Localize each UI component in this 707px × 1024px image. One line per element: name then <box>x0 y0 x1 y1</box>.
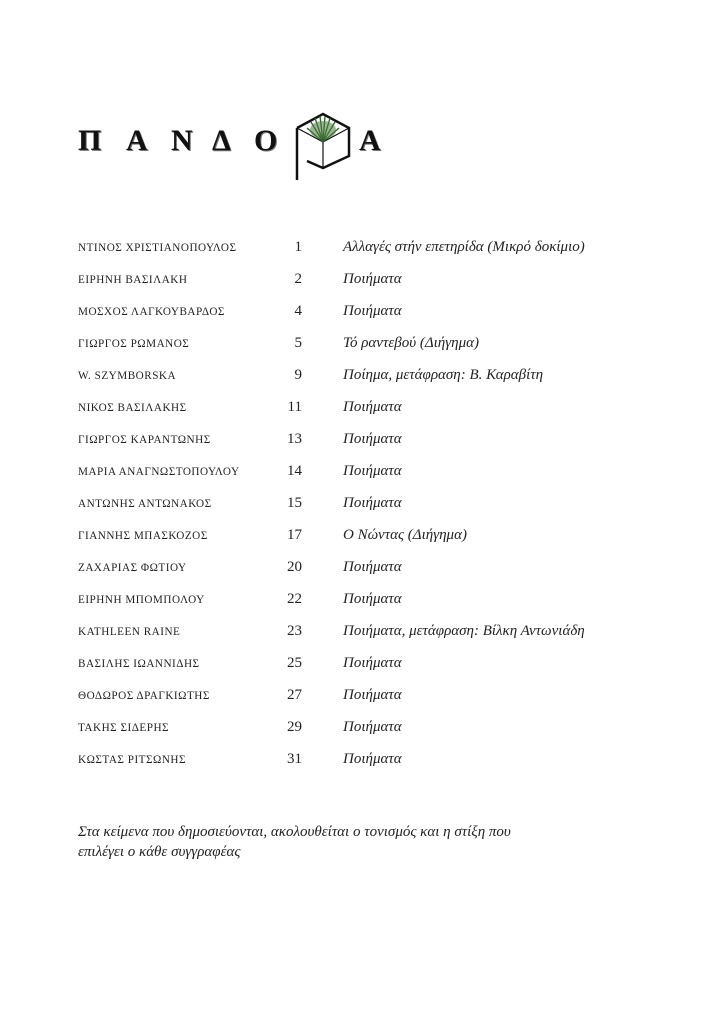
pandora-rho-logo <box>293 108 353 183</box>
toc-author: W. SZYMBORSKA <box>78 370 177 382</box>
toc-title: Ο Νώντας (Διήγημα) <box>343 527 467 543</box>
toc-row <box>78 716 658 740</box>
editorial-note-line-1: Στα κείμενα που δημοσιεύονται, ακολουθείται ο τονισμός και η στίξη που <box>78 824 511 840</box>
toc-page-number: 22 <box>287 591 302 607</box>
toc-author: ΝΙΚΟΣ ΒΑΣΙΛΑΚΗΣ <box>78 402 187 414</box>
toc-row <box>78 428 658 452</box>
masthead-letter-pi: Π <box>78 124 102 157</box>
toc-author: ΚΩΣΤΑΣ ΡΙΤΣΩΝΗΣ <box>78 754 187 766</box>
toc-page-number: 13 <box>287 431 302 447</box>
toc-title: Ποίημα, μετάφραση: Β. Καραβίτη <box>343 367 544 383</box>
toc-page-number: 11 <box>287 399 302 415</box>
toc-row <box>78 684 658 708</box>
toc-page-number: 14 <box>287 463 302 479</box>
toc-title: Αλλαγές στήν επετηρίδα (Μικρό δοκίμιο) <box>343 239 585 255</box>
masthead-letter-alpha-final: Α <box>359 124 381 157</box>
toc-title: Ποιήματα <box>343 655 402 671</box>
toc-title: Ποιήματα <box>343 303 402 319</box>
toc-title: Ποιήματα <box>343 751 402 767</box>
toc-author: ΕΙΡΗΝΗ ΜΠΟΜΠΟΛΟΥ <box>78 594 205 606</box>
toc-title: Ποιήματα, μετάφραση: Βίλκη Αντωνιάδη <box>343 623 585 639</box>
toc-row <box>78 588 658 612</box>
toc-row <box>78 556 658 580</box>
masthead-letter-delta: Δ <box>212 124 231 157</box>
toc-author: ΤΑΚΗΣ ΣΙΔΕΡΗΣ <box>78 722 170 734</box>
toc-title: Ποιήματα <box>343 431 402 447</box>
masthead-letter-nu: Ν <box>171 124 193 157</box>
toc-row <box>78 396 658 420</box>
toc-author: KATHLEEN RAINE <box>78 626 181 638</box>
toc-title: Ποιήματα <box>343 495 402 511</box>
toc-row <box>78 332 658 356</box>
toc-row <box>78 620 658 644</box>
toc-page-number: 31 <box>287 751 302 767</box>
toc-author: ΓΙΑΝΝΗΣ ΜΠΑΣΚΟΖΟΣ <box>78 530 208 542</box>
toc-row <box>78 236 658 260</box>
toc-title: Ποιήματα <box>343 463 402 479</box>
toc-author: ΘΟΔΩΡΟΣ ΔΡΑΓΚΙΩΤΗΣ <box>78 690 210 702</box>
toc-author: ΒΑΣΙΛΗΣ ΙΩΑΝΝΙΔΗΣ <box>78 658 200 670</box>
toc-row <box>78 300 658 324</box>
toc-page-number: 5 <box>294 335 302 351</box>
toc-author: ΖΑΧΑΡΙΑΣ ΦΩΤΙΟΥ <box>78 562 187 574</box>
toc-row <box>78 460 658 484</box>
masthead <box>78 108 398 183</box>
toc-title: Ποιήματα <box>343 271 402 287</box>
toc-page-number: 15 <box>287 495 302 511</box>
toc-author: ΑΝΤΩΝΗΣ ΑΝΤΩΝΑΚΟΣ <box>78 498 212 510</box>
toc-title: Τό ραντεβού (Διήγημα) <box>343 335 480 351</box>
toc-row <box>78 524 658 548</box>
toc-title: Ποιήματα <box>343 591 402 607</box>
toc-title: Ποιήματα <box>343 399 402 415</box>
toc-author: ΜΟΣΧΟΣ ΛΑΓΚΟΥΒΑΡΔΟΣ <box>78 306 225 318</box>
toc-author: ΓΙΩΡΓΟΣ ΚΑΡΑΝΤΩΝΗΣ <box>78 434 211 446</box>
toc-author: ΜΑΡΙΑ ΑΝΑΓΝΩΣΤΟΠΟΥΛΟΥ <box>78 466 240 478</box>
toc-row <box>78 748 658 772</box>
toc-page-number: 20 <box>287 559 302 575</box>
toc-title: Ποιήματα <box>343 559 402 575</box>
toc-row <box>78 364 658 388</box>
toc-author: ΝΤΙΝΟΣ ΧΡΙΣΤΙΑΝΟΠΟΥΛΟΣ <box>78 242 237 254</box>
toc-page-number: 27 <box>287 687 302 703</box>
editorial-note-line-2: επιλέγει ο κάθε συγγραφέας <box>78 844 241 860</box>
toc-title: Ποιήματα <box>343 719 402 735</box>
toc-row <box>78 652 658 676</box>
toc-page-number: 17 <box>287 527 302 543</box>
toc-author: ΓΙΩΡΓΟΣ ΡΩΜΑΝΟΣ <box>78 338 190 350</box>
toc-row <box>78 268 658 292</box>
toc-page-number: 9 <box>294 367 302 383</box>
toc-page-number: 23 <box>287 623 302 639</box>
masthead-letter-omicron: Ο <box>254 124 278 157</box>
toc-author: ΕΙΡΗΝΗ ΒΑΣΙΛΑΚΗ <box>78 274 188 286</box>
toc-page-number: 2 <box>294 271 302 287</box>
toc-row <box>78 492 658 516</box>
toc-page-number: 25 <box>287 655 302 671</box>
toc-page-number: 1 <box>294 239 302 255</box>
editorial-note <box>78 822 648 862</box>
toc-page-number: 4 <box>294 303 302 319</box>
toc-page-number: 29 <box>287 719 302 735</box>
masthead-letter-alpha: Α <box>126 124 148 157</box>
toc-title: Ποιήματα <box>343 687 402 703</box>
